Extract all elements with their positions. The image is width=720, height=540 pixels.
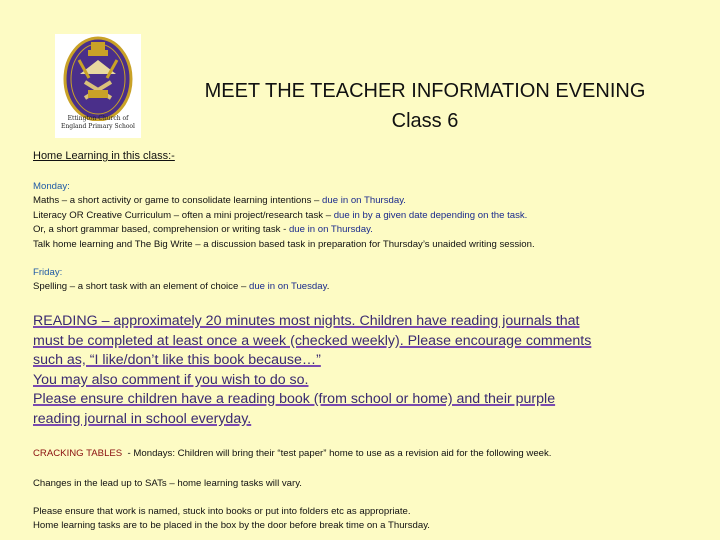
monday-item: Maths – a short activity or game to consolidate learning intentions – due in on Thursday. <box>33 195 406 207</box>
school-logo <box>55 34 141 138</box>
friday-item: Spelling – a short task with an element of choice – due in on Tuesday. <box>33 281 330 293</box>
note-line: Please ensure that work is named, stuck into books or put into folders etc as appropriate. <box>33 506 411 517</box>
reading-section <box>33 312 703 430</box>
title-line-2: Class 6 <box>391 110 459 132</box>
cracking-tables-label: CRACKING TABLES <box>33 448 123 459</box>
reading-line: You may also comment if you wish to do so. <box>33 371 309 388</box>
title-line-1: MEET THE TEACHER INFORMATION EVENING <box>204 80 646 102</box>
monday-item: Talk home learning and The Big Write – a discussion based task in preparation for Thursday’s unaided writing session. <box>33 238 535 250</box>
cracking-tables-section <box>33 447 703 461</box>
cracking-tables-text: - Mondays: Children will bring their “test paper” home to use as a revision aid for the following week. <box>122 448 552 459</box>
monday-item: Literacy OR Creative Curriculum – often a mini project/research task – due in by a given date depending on the task. <box>33 209 528 221</box>
school-name: Ettington Church of England Primary School <box>61 115 135 130</box>
reading-line: reading journal in school everyday. <box>33 410 252 427</box>
reading-line: READING – approximately 20 minutes most nights. Children have reading journals that <box>33 313 580 329</box>
friday-section <box>33 266 703 295</box>
reading-line: Please ensure children have a reading book (from school or home) and their purple <box>33 391 556 408</box>
reading-line: must be completed at least once a week (checked weekly). Please encourage comments <box>33 332 592 349</box>
monday-section <box>33 180 703 252</box>
page-title <box>150 76 700 136</box>
notes-section <box>33 505 703 534</box>
monday-label: Monday: <box>33 181 70 192</box>
note-line: Home learning tasks are to be placed in the box by the door before break time on a Thursday. <box>33 520 430 532</box>
friday-label: Friday: <box>33 267 63 278</box>
monday-item: Or, a short grammar based, comprehension or writing task - due in on Thursday. <box>33 224 373 236</box>
sats-changes-note: Changes in the lead up to SATs – home learning tasks will vary. <box>33 478 302 489</box>
reading-line: such as, “I like/don’t like this book because…” <box>33 352 321 369</box>
home-learning-heading: Home Learning in this class:- <box>33 150 175 162</box>
